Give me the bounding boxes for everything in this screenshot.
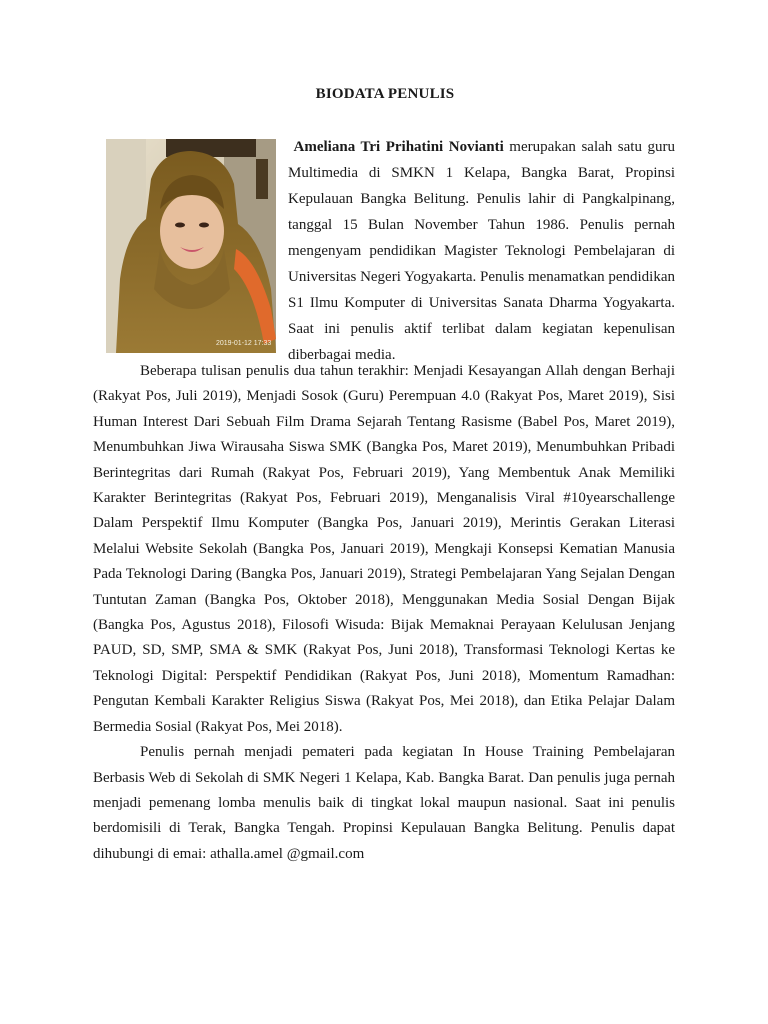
body-text: [93, 359, 675, 867]
paragraph-writings: Beberapa tulisan penulis dua tahun terakhir: Menjadi Kesayangan Allah dengan Berhaji (Rakyat Pos, Juli 2019), Menjadi Sosok (Guru) Perempuan 4.0 (Rakyat Pos, Maret 2019), Sisi Human Interest Dari Sebuah Film Drama Sejarah Tentang Rasisme (Babel Pos, Maret 2019), Menumbuhkan Jiwa Wirausaha Siswa SMK (Bangka Pos, Maret 2019), Menumbuhkan Pribadi Berintegritas dari Rumah (Rakyat Pos, Februari 2019), Yang Membentuk Anak Memiliki Karakter Berintegritas (Rakyat Pos, Februari 2019), Menganalisis Viral #10yearschallenge Dalam Perspektif Ilmu Komputer (Bangka Pos, Januari 2019), Merintis Gerakan Literasi Melalui Website Sekolah (Bangka Pos, Januari 2019), Mengkaji Konsepsi Kematian Manusia Pada Teknologi Daring (Bangka Pos, Januari 2019), Strategi Pembelajaran Yang Sejalan Dengan Tuntutan Zaman (Bangka Pos, Oktober 2018), Menggunakan Media Sosial Dengan Bijak (Bangka Pos, Agustus 2018), Filosofi Wisuda: Bijak Memaknai Perayaan Kelulusan Jenjang PAUD, SD, SMP, SMA & SMK (Rakyat Pos, Juni 2018), Transformasi Teknologi Kertas ke Teknologi Digital: Perspektif Pendidikan (Rakyat Pos, Juni 2018), Momentum Ramadhan: Pengutan Kembali Karakter Religius Siswa (Rakyat Pos, Mei 2018), dan Etika Pelajar Dalam Bermedia Sosial (Rakyat Pos, Mei 2018).: [93, 363, 675, 735]
document-title: BIODATA PENULIS: [315, 86, 455, 102]
intro-text: merupakan salah satu guru Multimedia di SMKN 1 Kelapa, Bangka Barat, Propinsi Kepulauan Bangka Belitung. Penulis lahir di Pangkalpinang, tanggal 15 Bulan November Tahun 1986. Penulis pernah mengenyam pendidikan Magister Teknologi Pembelajaran di Universitas Negeri Yogyakarta. Penulis menamatkan pendidikan S1 Ilmu Komputer di Universitas Sanata Dharma Yogyakarta. Saat ini penulis aktif terlibat dalam kegiatan kepenulisan diberbagai media.: [288, 139, 675, 363]
author-photo: [106, 139, 276, 353]
intro-paragraph: [288, 134, 675, 368]
author-name: Ameliana Tri Prihatini Novianti: [293, 139, 504, 155]
paragraph-activities: Penulis pernah menjadi pemateri pada kegiatan In House Training Pembelajaran Berbasis Web di Sekolah di SMK Negeri 1 Kelapa, Kab. Bangka Barat. Dan penulis juga pernah menjadi pemenang lomba menulis baik di tingkat lokal maupun nasional. Saat ini penulis berdomisili di Terak, Bangka Tengah. Propinsi Kepulauan Bangka Belitung. Penulis dapat dihubungi di emai: athalla.amel @gmail.com: [93, 744, 675, 862]
photo-timestamp: 2019-01-12 17:33: [216, 340, 272, 347]
